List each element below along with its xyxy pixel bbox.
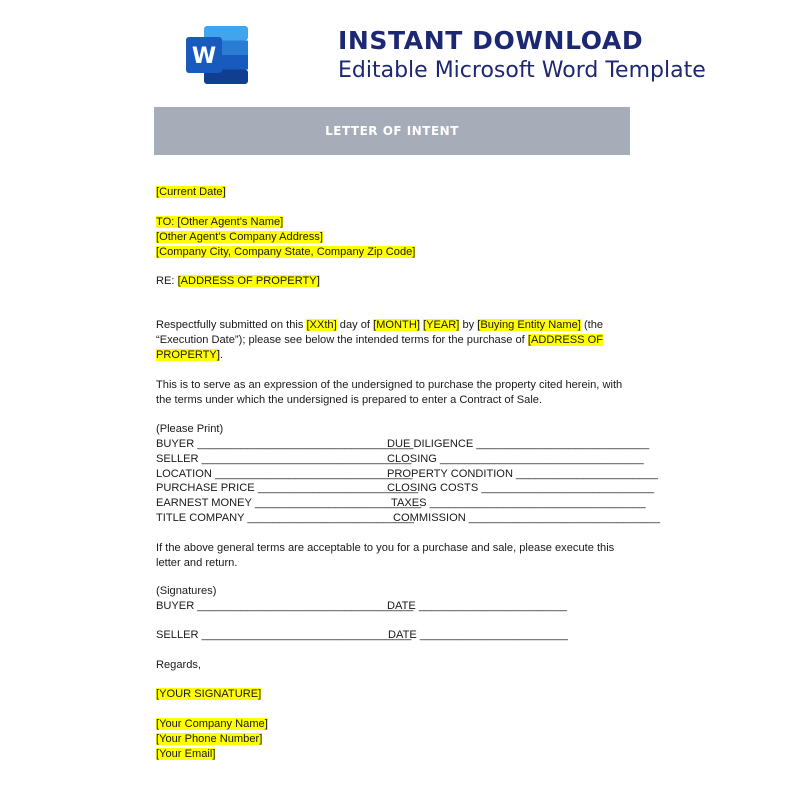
agent-city: [Company City, Company State, Company Zip Code] — [156, 246, 416, 258]
paragraph-3-line-1: If the above general terms are acceptable to you for a purchase and sale, please execute this — [156, 542, 615, 554]
property-placeholder-cont: PROPERTY] — [156, 349, 220, 361]
day-placeholder: [XXth] — [306, 319, 337, 331]
year-placeholder: [YEAR] — [423, 319, 460, 331]
your-signature-line — [156, 687, 261, 702]
paragraph-1-line-1: Respectfully submitted on this [XXth] day of [MONTH] [YEAR] by [Buying Entity Name] (the — [156, 319, 604, 331]
signature-buyer-row — [156, 599, 413, 614]
current-date-line — [156, 185, 226, 200]
agent-name: [Other Agent’s Name] — [177, 216, 284, 228]
buying-entity-placeholder: [Buying Entity Name] — [477, 319, 581, 331]
please-print-label: (Please Print) — [156, 423, 224, 435]
letter-title: LETTER OF INTENT — [325, 124, 459, 138]
field-commission[interactable]: COMMISSION _______________________________ — [393, 511, 661, 524]
company-name: [Your Company Name] — [156, 718, 268, 730]
re-prefix: RE: — [156, 275, 178, 287]
word-logo-letter: W — [191, 44, 217, 69]
re-property: [ADDRESS OF PROPERTY] — [177, 275, 320, 287]
agent-address-line — [156, 230, 323, 245]
agent-address: [Other Agent’s Company Address] — [156, 231, 323, 243]
regards: Regards, — [156, 659, 202, 671]
promo-subtitle: Editable Microsoft Word Template — [338, 58, 706, 83]
email-line — [156, 747, 215, 762]
paragraph-2-line-2: the terms under which the undersigned is prepared to enter a Contract of Sale. — [156, 394, 543, 406]
phone-number: [Your Phone Number] — [156, 733, 263, 745]
signatures-label: (Signatures) — [156, 585, 217, 597]
paragraph-3-line-2: letter and return. — [156, 557, 238, 569]
to-line — [156, 215, 283, 230]
agent-city-line — [156, 245, 415, 260]
field-taxes[interactable]: TAXES ___________________________________ — [391, 497, 646, 510]
field-seller[interactable]: SELLER __________________________________ — [156, 452, 412, 465]
paragraph-1-line-3: PROPERTY]. — [156, 349, 224, 361]
field-earnest-money[interactable]: EARNEST MONEY ___________________________ — [156, 497, 422, 510]
field-location[interactable]: LOCATION ________________________________ — [156, 467, 413, 480]
signature-seller[interactable]: SELLER __________________________________ — [156, 629, 412, 641]
paragraph-1-line-2: “Execution Date”); please see below the intended terms for the purchase of [ADDRESS OF — [156, 334, 604, 346]
promo-title: INSTANT DOWNLOAD — [338, 26, 644, 55]
signature-buyer-date[interactable]: DATE ________________________ — [387, 600, 567, 612]
word-icon — [186, 26, 250, 84]
letter-header — [154, 107, 630, 155]
property-placeholder: [ADDRESS OF — [527, 334, 604, 346]
signature-seller-date[interactable]: DATE ________________________ — [388, 629, 568, 641]
your-signature: [YOUR SIGNATURE] — [156, 688, 262, 700]
company-name-line — [156, 717, 268, 732]
field-closing[interactable]: CLOSING _________________________________ — [387, 452, 644, 465]
phone-line — [156, 732, 262, 747]
current-date: [Current Date] — [156, 186, 226, 198]
paragraph-2-line-1: This is to serve as an expression of the undersigned to purchase the property cited herein, with — [156, 379, 623, 391]
to-prefix: TO: — [156, 216, 178, 228]
signature-seller-row — [156, 628, 411, 643]
signature-buyer[interactable]: BUYER ___________________________________ — [156, 600, 414, 612]
field-closing-costs[interactable]: CLOSING COSTS ____________________________ — [387, 482, 655, 495]
field-purchase-price[interactable]: PURCHASE PRICE __________________________ — [156, 482, 419, 495]
field-due-diligence[interactable]: DUE DILIGENCE ____________________________ — [387, 438, 650, 450]
email: [Your Email] — [156, 748, 216, 760]
field-title-company[interactable]: TITLE COMPANY ___________________________ — [156, 511, 415, 524]
field-buyer[interactable]: BUYER ___________________________________ — [156, 438, 414, 450]
field-property-condition[interactable]: PROPERTY CONDITION _______________________ — [387, 467, 658, 480]
month-placeholder: [MONTH] — [373, 319, 420, 331]
re-line — [156, 274, 320, 289]
